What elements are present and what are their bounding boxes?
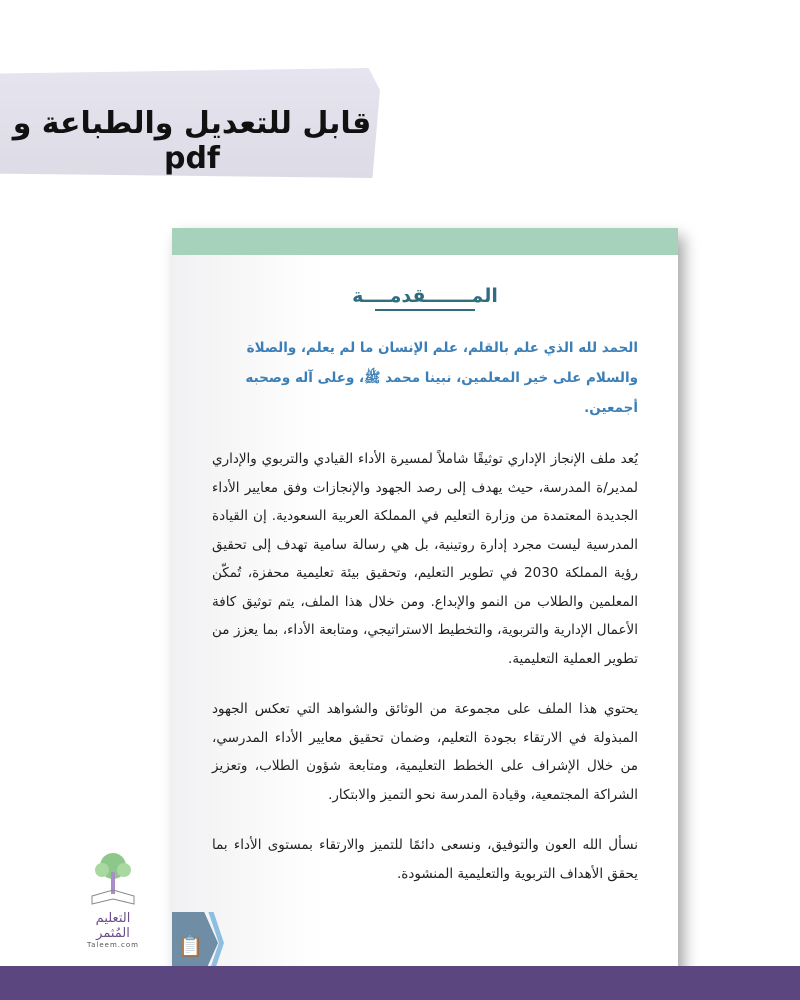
footer-bar <box>0 966 800 1000</box>
logo <box>78 852 148 949</box>
paragraph-1: يُعد ملف الإنجاز الإداري توثيقًا شاملاً لمسيرة الأداء القيادي والتربوي والإداري لمدير/ة المدرسة، حيث يهدف إلى رصد الجهود والإنجازات وفق معايير الأداء الجديدة المعتمدة من وزارة التعليم في المملكة العربية السعودية. إن القيادة المدرسية ليست مجرد إدارة روتينية، بل هي رسالة سامية تهدف إلى تحقيق رؤية المملكة 2030 في تطوير التعليم، وتحقيق بيئة تعليمية محفزة، تُمكّن المعلمين والطلاب من النمو والإبداع. ومن خلال هذا الملف، يتم توثيق كافة الأعمال الإدارية والتربوية، والتخطيط الاستراتيجي، ومتابعة الأداء، بما يعزز من تطوير العملية التعليمية. <box>212 451 638 667</box>
clipboard-icon: 📋 <box>178 934 203 958</box>
paragraph-3: نسأل الله العون والتوفيق، ونسعى دائمًا للتميز والارتقاء بمستوى الأداء بما يحقق الأهداف التربوية والتعليمية المنشودة. <box>212 837 638 882</box>
logo-url: Taleem.com <box>87 941 139 949</box>
paragraph-2: يحتوي هذا الملف على مجموعة من الوثائق والشواهد التي تعكس الجهود المبذولة في الارتقاء بجودة التعليم، وضمان تحقيق معايير الأداء المدرسي، من خلال الإشراف على الخطط التعليمية، ومتابعة شؤون الطلاب، وتعزيز الشراكة المجتمعية، وقيادة المدرسة نحو التميز والابتكار. <box>212 701 638 803</box>
document-page <box>172 228 678 974</box>
logo-name: التعليم المُثمر <box>95 911 131 941</box>
intro-text: الحمد لله الذي علم بالقلم، علم الإنسان ما لم يعلم، والصلاة والسلام على خير المعلمين، نبينا محمد ﷺ، وعلى آله وصحبه أجمعين. <box>245 340 638 416</box>
page-title: المـــــــقدمــــة <box>352 285 498 307</box>
tree-book-icon <box>88 852 138 907</box>
banner-text: قابل للتعديل والطباعة و pdf <box>12 106 372 176</box>
header-band <box>172 228 678 255</box>
title-underline <box>375 309 475 311</box>
